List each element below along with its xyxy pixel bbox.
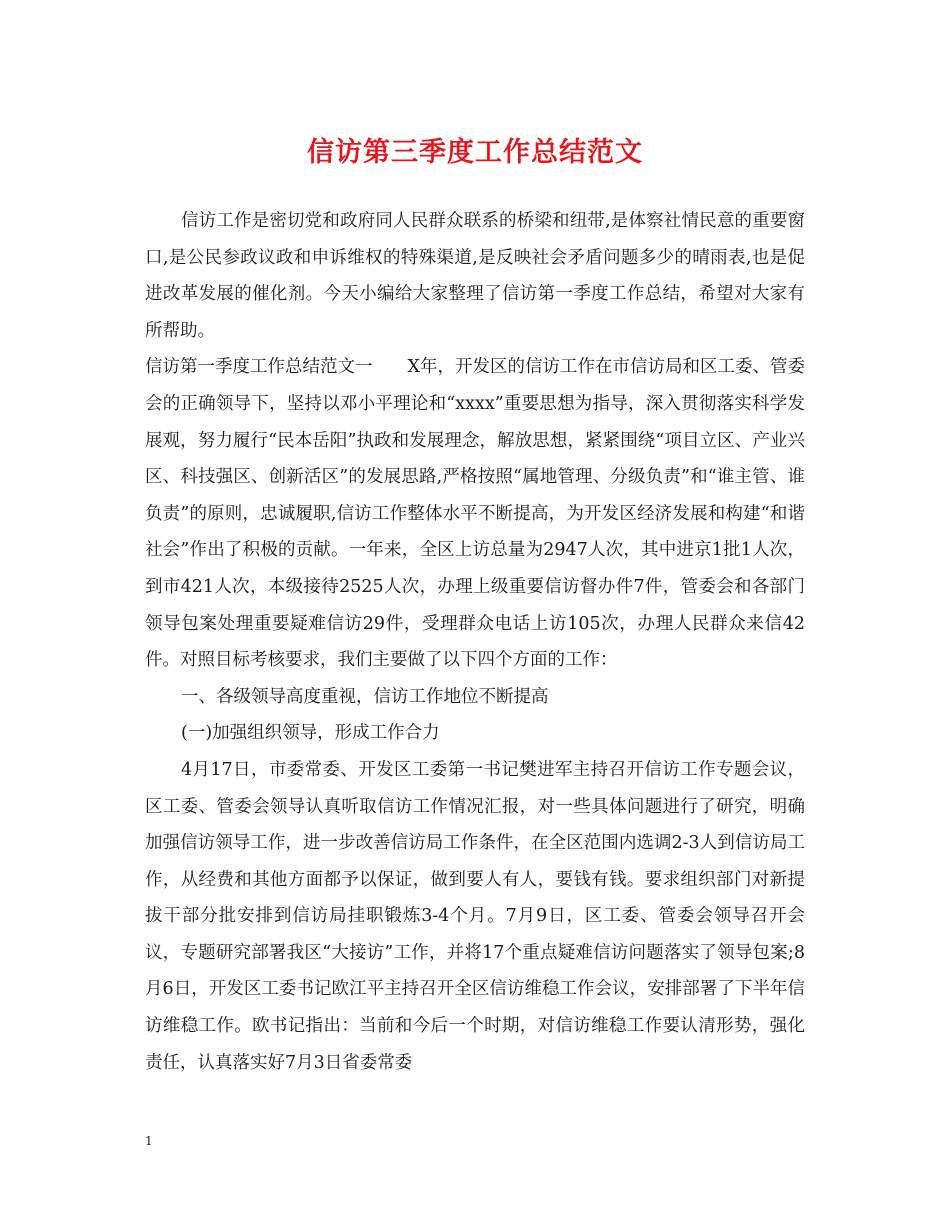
page-number: 1 xyxy=(145,1134,153,1148)
document-title: 信访第三季度工作总结范文 xyxy=(307,137,643,168)
paragraph-summary: 信访第一季度工作总结范文一 X年，开发区的信访工作在市信访局和区工委、管委会的正确领导下，坚持以邓小平理论和“xxxx”重要思想为指导，深入贯彻落实科学发展观，努力履行“民本岳阳”执政和发展理念，解放思想，紧紧围绕“项目立区、产业兴区、科技强区、创新活区”的发展思路,严格按照“属地管理、分级负责”和“谁主管、谁负责”的原则，忠诚履职,信访工作整体水平不断提高，为开发区经济发展和构建“和谐社会”作出了积极的贡献。一年来，全区上访总量为2947人次，其中进京1批1人次，到市421人次，本级接待2525人次，办理上级重要信访督办件7件，管委会和各部门领导包案处理重要疑难信访29件，受理群众电话上访105次，办理人民群众来信42件。对照目标考核要求，我们主要做了以下四个方面的工作： xyxy=(145,357,805,671)
paragraph-intro: 信访工作是密切党和政府同人民群众联系的桥梁和纽带,是体察社情民意的重要窗口,是公民参政议政和申诉维权的特殊渠道,是反映社会矛盾问题多少的晴雨表,也是促进改革发展的催化剂。今天小编给大家整理了信访第一季度工作总结，希望对大家有所帮助。 xyxy=(145,211,805,341)
section-heading: 一、各级领导高度重视，信访工作地位不断提高 xyxy=(181,686,549,707)
paragraph-meetings: 4月17日，市委常委、开发区工委第一书记樊进军主持召开信访工作专题会议，区工委、管委会领导认真听取信访工作情况汇报，对一些具体问题进行了研究，明确加强信访领导工作，进一步改善信访局工作条件，在全区范围内选调2-3人到信访局工作，从经费和其他方面都予以保证，做到要人有人，要钱有钱。要求组织部门对新提拔干部分批安排到信访局挂职锻炼3-4个月。7月9日，区工委、管委会领导召开会议，专题研究部署我区“大接访”工作，并将17个重点疑难信访问题落实了领导包案;8月6日，开发区工委书记欧江平主持召开全区信访维稳工作会议，安排部署了下半年信访维稳工作。欧书记指出：当前和今后一个时期，对信访维稳工作要认清形势，强化责任，认真落实好7月3日省委常委 xyxy=(145,759,805,1073)
document-body xyxy=(145,203,805,1081)
subsection-heading: (一)加强组织领导，形成工作合力 xyxy=(181,723,440,744)
